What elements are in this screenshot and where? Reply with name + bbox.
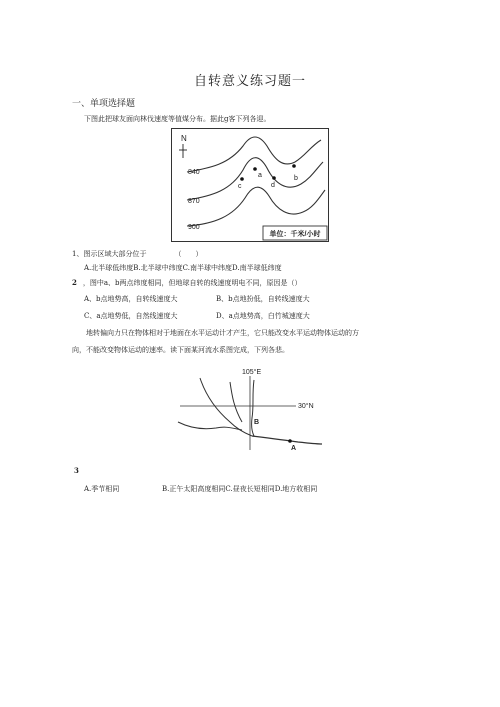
point-d-dot [272,176,276,180]
question-2-text: ，图中a、b两点纬度相同，但地球自转的线速度明电不同，原因是（） [82,279,302,287]
river-system-figure [172,366,328,450]
contour-label-900: 900 [188,224,200,231]
unit-label: 单位：千米/小时 [269,231,321,238]
question-3-options-rest: B.正午太阳高度相同C.昼夜长短相同D.地方收相同 [162,485,318,493]
point-b-label: b [294,175,298,182]
point-A-dot [288,439,292,443]
question-3-option-a: A.季节相同 [84,485,120,493]
main-river [252,436,322,444]
tributary-near-meridian [252,380,254,436]
point-a-dot [253,167,257,171]
question-2-stem [72,278,302,288]
point-b-dot [292,164,296,168]
contour-label-840: 840 [188,169,200,176]
latitude-label: 30°N [298,403,314,410]
point-A-label: A [291,445,297,450]
tributary-lower-left [178,422,242,430]
question-1-stem [72,249,202,259]
point-B-label: B [254,419,260,426]
velocity-contour-figure [171,128,329,242]
question-1-paren: （ ） [174,250,203,258]
north-label: N [181,134,187,143]
passage-line-1: 地转偏向力只在物体相对于地面在水平运动计才产生，它只能改变水平运动物体运动的方 [86,329,359,337]
question-1-text: 1、图示区域大部分位于 [72,250,147,258]
question-1-options: A.北半球低纬度B.北半球中纬度C.南半球中纬度D.南半球低纬度 [84,264,282,272]
question-3-number: 3 [74,466,79,475]
contour-label-870: 870 [188,198,200,205]
question-2-option-a: A、b点地势高，自转线速度大 [84,295,178,303]
question-2-option-b: B、b点地扮低，自转线速度大 [216,295,310,303]
question-2-number: 2 [72,278,77,287]
intro-text: 下图此把球友面向林伐速度等值煤分布。据此g客下列各迎。 [84,115,271,123]
page-title: 自转意义练习题一 [193,74,306,89]
section-heading: 一、单项选择题 [72,99,136,109]
longitude-label: 105°E [242,369,262,376]
point-c-dot [240,177,244,181]
question-2-option-c: C、a点地势低，自然线速度大 [84,312,178,320]
tributary-middle [230,382,242,422]
question-2-option-d: D、a点地势高，白竹城速度大 [216,312,310,320]
point-c-label: c [238,183,242,190]
passage-line-2: 向，不能改变物体运动的速率。读下面某河流水系图完成，下列各悲。 [72,346,289,354]
point-d-label: d [271,182,275,189]
point-a-label: a [258,172,262,179]
